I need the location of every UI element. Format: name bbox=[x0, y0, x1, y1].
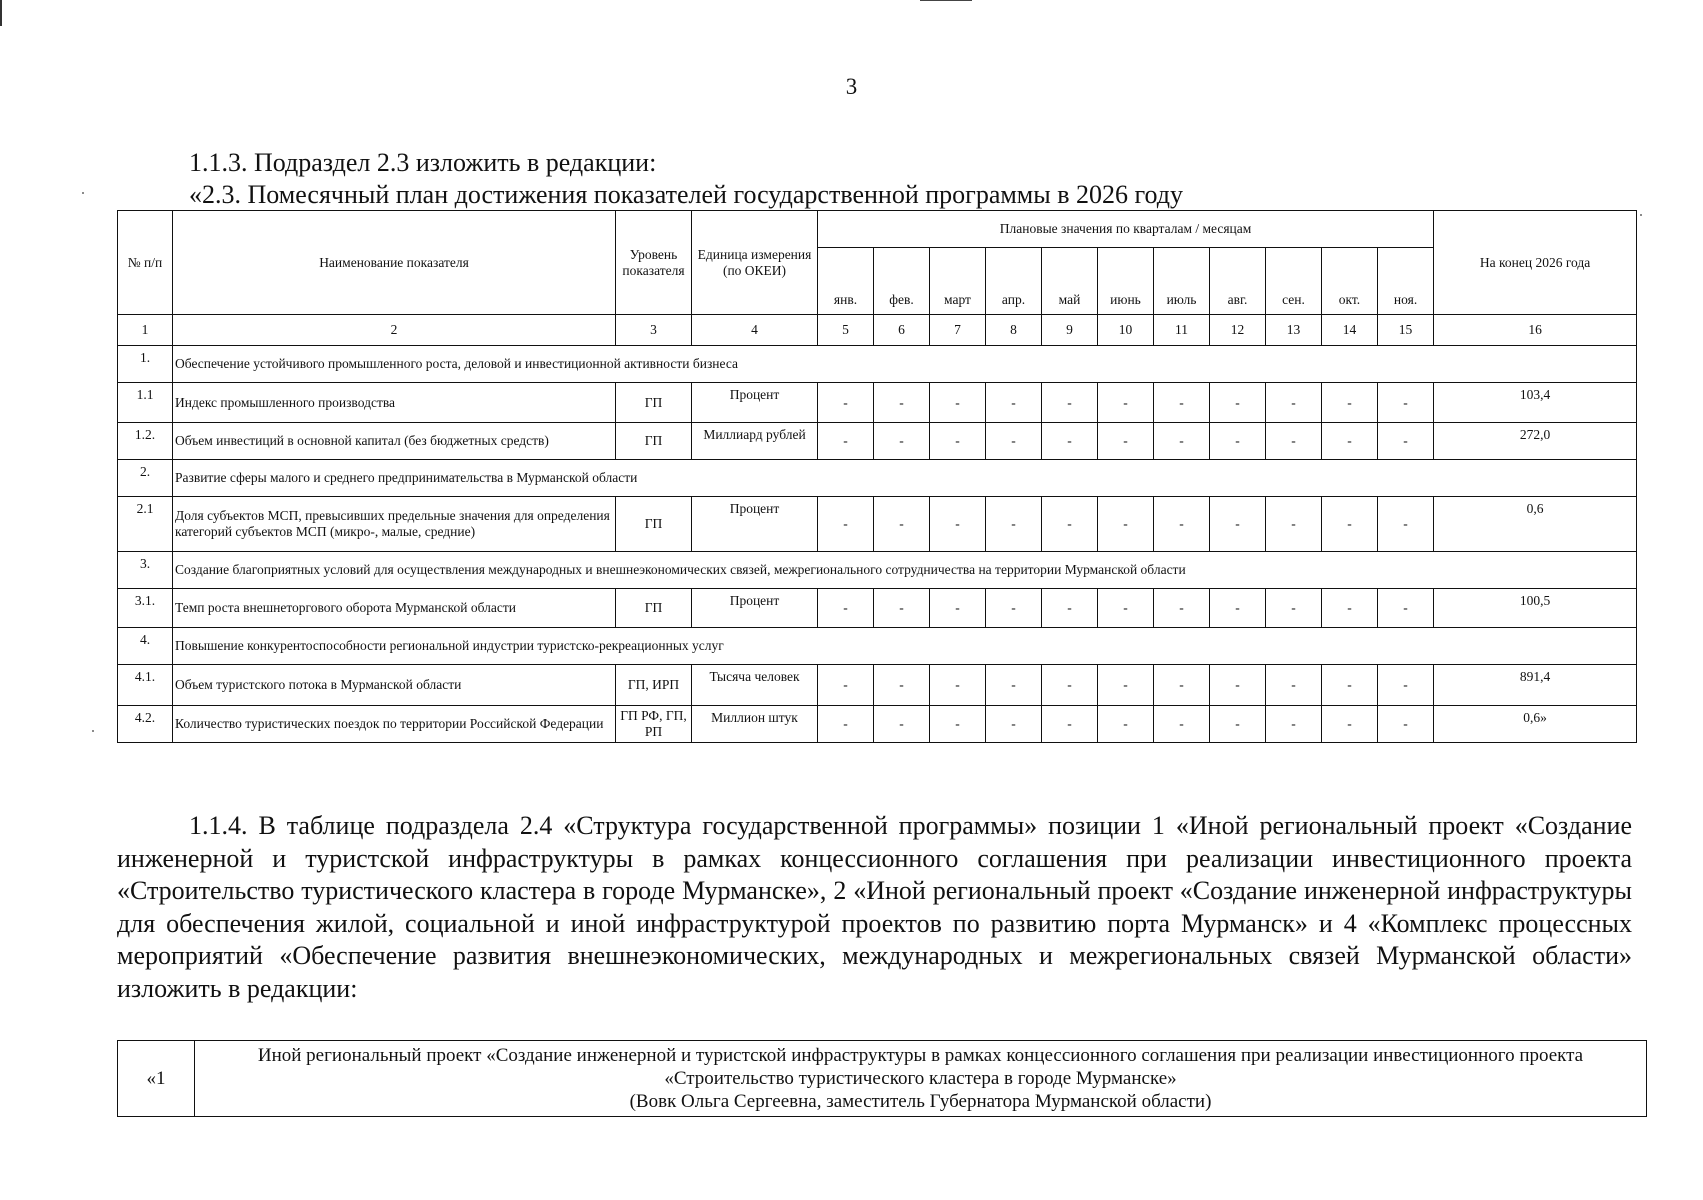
month-value: - bbox=[874, 706, 930, 743]
scan-edge-mark bbox=[0, 0, 2, 26]
month-value: - bbox=[818, 706, 874, 743]
month-value: - bbox=[986, 423, 1042, 460]
monthly-plan-table bbox=[117, 210, 1637, 743]
month-value: - bbox=[1378, 706, 1434, 743]
month-value: - bbox=[818, 423, 874, 460]
section-row bbox=[118, 460, 1637, 497]
month-value: - bbox=[1098, 423, 1154, 460]
month-value: - bbox=[1154, 383, 1210, 423]
section-title: Обеспечение устойчивого промышленного роста, деловой и инвестиционной активности бизнеса bbox=[173, 346, 1637, 383]
month-value: - bbox=[930, 497, 986, 552]
end-of-year-value: 0,6 bbox=[1434, 497, 1637, 552]
month-value: - bbox=[1154, 706, 1210, 743]
month-value: - bbox=[1042, 423, 1098, 460]
column-number: 10 bbox=[1098, 315, 1154, 346]
month-value: - bbox=[930, 706, 986, 743]
month-value: - bbox=[1266, 423, 1322, 460]
month-value: - bbox=[1322, 665, 1378, 706]
section-row bbox=[118, 628, 1637, 665]
header-month: сен. bbox=[1266, 248, 1322, 315]
subsection-heading: 1.1.3. Подраздел 2.3 изложить в редакции: bbox=[189, 148, 657, 177]
month-value: - bbox=[1210, 665, 1266, 706]
indicator-unit: Миллион штук bbox=[692, 706, 818, 743]
month-value: - bbox=[818, 383, 874, 423]
column-number: 2 bbox=[173, 315, 616, 346]
indicator-level: ГП bbox=[616, 589, 692, 628]
section-number: 3. bbox=[118, 552, 173, 589]
month-value: - bbox=[1042, 665, 1098, 706]
scan-speck bbox=[82, 192, 84, 194]
month-value: - bbox=[1266, 497, 1322, 552]
scan-speck bbox=[92, 730, 94, 732]
column-number: 3 bbox=[616, 315, 692, 346]
header-month: июль bbox=[1154, 248, 1210, 315]
header-month: март bbox=[930, 248, 986, 315]
month-value: - bbox=[1042, 497, 1098, 552]
section-number: 2. bbox=[118, 460, 173, 497]
month-value: - bbox=[818, 589, 874, 628]
indicator-number: 1.1 bbox=[118, 383, 173, 423]
indicator-row bbox=[118, 706, 1637, 743]
column-number: 8 bbox=[986, 315, 1042, 346]
month-value: - bbox=[1042, 589, 1098, 628]
header-month: июнь bbox=[1098, 248, 1154, 315]
month-value: - bbox=[986, 497, 1042, 552]
column-number: 4 bbox=[692, 315, 818, 346]
month-value: - bbox=[986, 589, 1042, 628]
header-month: фев. bbox=[874, 248, 930, 315]
structure-position-number: «1 bbox=[118, 1041, 195, 1117]
header-month: апр. bbox=[986, 248, 1042, 315]
column-number: 7 bbox=[930, 315, 986, 346]
indicator-number: 2.1 bbox=[118, 497, 173, 552]
header-plan-values: Плановые значения по кварталам / месяцам bbox=[818, 211, 1434, 248]
end-of-year-value: 100,5 bbox=[1434, 589, 1637, 628]
structure-project-line: Иной региональный проект «Создание инженерной и туристской инфраструктуры в рамках концессионного соглашения при реализации инвестиционного проекта bbox=[257, 1045, 1584, 1066]
month-value: - bbox=[818, 497, 874, 552]
indicator-name: Объем туристского потока в Мурманской области bbox=[173, 665, 616, 706]
top-edge-line bbox=[920, 0, 972, 1]
paragraph-1-1-4: 1.1.4. В таблице подраздела 2.4 «Структура государственной программы» позиции 1 «Иной региональный проект «Создание инженерной и туристской инфраструктуры в рамках концессионного соглашения при реализации инвестиционного проекта «Строительство туристического кластера в городе Мурманске», 2 «Иной региональный проект «Создание инженерной инфраструктуры для обеспечения жилой, социальной и иной инфраструктурой проектов по развитию порта Мурманск» и 4 «Комплекс процессных мероприятий «Обеспечение развития внешнеэкономических, международных и межрегиональных связей Мурманской области» изложить в редакции: bbox=[117, 811, 1632, 1003]
header-name: Наименование показателя bbox=[173, 211, 616, 315]
section-title: Создание благоприятных условий для осуществления международных и внешнеэкономических связей, межрегионального сотрудничества на территории Мурманской области bbox=[173, 552, 1637, 589]
column-number: 9 bbox=[1042, 315, 1098, 346]
indicator-number: 1.2. bbox=[118, 423, 173, 460]
column-number: 15 bbox=[1378, 315, 1434, 346]
month-value: - bbox=[1154, 589, 1210, 628]
section-row bbox=[118, 552, 1637, 589]
structure-project-cell bbox=[195, 1041, 1647, 1117]
month-value: - bbox=[930, 665, 986, 706]
month-value: - bbox=[1210, 589, 1266, 628]
indicator-row bbox=[118, 497, 1637, 552]
month-value: - bbox=[818, 665, 874, 706]
header-month: авг. bbox=[1210, 248, 1266, 315]
month-value: - bbox=[930, 423, 986, 460]
column-number: 11 bbox=[1154, 315, 1210, 346]
month-value: - bbox=[1322, 497, 1378, 552]
indicator-name: Доля субъектов МСП, превысивших предельные значения для определения категорий субъектов МСП (микро-, малые, средние) bbox=[173, 497, 616, 552]
header-month: май bbox=[1042, 248, 1098, 315]
month-value: - bbox=[1042, 706, 1098, 743]
column-number: 14 bbox=[1322, 315, 1378, 346]
column-number: 5 bbox=[818, 315, 874, 346]
month-value: - bbox=[874, 589, 930, 628]
month-value: - bbox=[1322, 423, 1378, 460]
column-number: 12 bbox=[1210, 315, 1266, 346]
indicator-row bbox=[118, 383, 1637, 423]
indicator-name: Объем инвестиций в основной капитал (без бюджетных средств) bbox=[173, 423, 616, 460]
indicator-row bbox=[118, 665, 1637, 706]
structure-table bbox=[117, 1040, 1647, 1117]
end-of-year-value: 272,0 bbox=[1434, 423, 1637, 460]
month-value: - bbox=[874, 665, 930, 706]
indicator-unit: Процент bbox=[692, 589, 818, 628]
month-value: - bbox=[1098, 706, 1154, 743]
page-number: 3 bbox=[845, 74, 858, 99]
section-title: Повышение конкурентоспособности региональной индустрии туристско-рекреационных услуг bbox=[173, 628, 1637, 665]
scan-speck bbox=[1640, 214, 1642, 216]
month-value: - bbox=[1210, 497, 1266, 552]
indicator-level: ГП bbox=[616, 383, 692, 423]
month-value: - bbox=[1378, 497, 1434, 552]
month-value: - bbox=[1378, 383, 1434, 423]
indicator-row bbox=[118, 423, 1637, 460]
month-value: - bbox=[1098, 383, 1154, 423]
month-value: - bbox=[874, 383, 930, 423]
month-value: - bbox=[1266, 589, 1322, 628]
header-end-of-year: На конец 2026 года bbox=[1434, 211, 1637, 315]
indicator-number: 4.1. bbox=[118, 665, 173, 706]
month-value: - bbox=[1154, 423, 1210, 460]
column-number: 6 bbox=[874, 315, 930, 346]
section-number: 1. bbox=[118, 346, 173, 383]
month-value: - bbox=[986, 706, 1042, 743]
month-value: - bbox=[1210, 383, 1266, 423]
month-value: - bbox=[1266, 665, 1322, 706]
indicator-name: Темп роста внешнеторгового оборота Мурманской области bbox=[173, 589, 616, 628]
month-value: - bbox=[1210, 706, 1266, 743]
indicator-name: Индекс промышленного производства bbox=[173, 383, 616, 423]
column-number: 16 bbox=[1434, 315, 1637, 346]
end-of-year-value: 891,4 bbox=[1434, 665, 1637, 706]
month-value: - bbox=[930, 383, 986, 423]
header-month: ноя. bbox=[1378, 248, 1434, 315]
month-value: - bbox=[1154, 497, 1210, 552]
indicator-number: 4.2. bbox=[118, 706, 173, 743]
indicator-unit: Процент bbox=[692, 497, 818, 552]
section-number: 4. bbox=[118, 628, 173, 665]
month-value: - bbox=[1322, 706, 1378, 743]
indicator-row bbox=[118, 589, 1637, 628]
month-value: - bbox=[1098, 589, 1154, 628]
indicator-level: ГП, ИРП bbox=[616, 665, 692, 706]
month-value: - bbox=[930, 589, 986, 628]
month-value: - bbox=[1266, 383, 1322, 423]
section-title: Развитие сферы малого и среднего предпринимательства в Мурманской области bbox=[173, 460, 1637, 497]
month-value: - bbox=[1378, 665, 1434, 706]
header-num: № п/п bbox=[118, 211, 173, 315]
structure-project-line: «Строительство туристического кластера в городе Мурманске» bbox=[664, 1068, 1177, 1089]
header-month: окт. bbox=[1322, 248, 1378, 315]
month-value: - bbox=[1042, 383, 1098, 423]
indicator-level: ГП bbox=[616, 497, 692, 552]
month-value: - bbox=[1154, 665, 1210, 706]
month-value: - bbox=[1378, 589, 1434, 628]
month-value: - bbox=[1098, 665, 1154, 706]
month-value: - bbox=[986, 665, 1042, 706]
indicator-unit: Тысяча человек bbox=[692, 665, 818, 706]
month-value: - bbox=[1098, 497, 1154, 552]
month-value: - bbox=[1266, 706, 1322, 743]
indicator-level: ГП РФ, ГП, РП bbox=[616, 706, 692, 743]
indicator-number: 3.1. bbox=[118, 589, 173, 628]
month-value: - bbox=[874, 423, 930, 460]
end-of-year-value: 103,4 bbox=[1434, 383, 1637, 423]
month-value: - bbox=[874, 497, 930, 552]
month-value: - bbox=[1322, 383, 1378, 423]
indicator-unit: Процент bbox=[692, 383, 818, 423]
table-title: «2.3. Помесячный план достижения показателей государственной программы в 2026 году bbox=[189, 180, 1184, 209]
header-month: янв. bbox=[818, 248, 874, 315]
structure-curator-line: (Вовк Ольга Сергеевна, заместитель Губернатора Мурманской области) bbox=[629, 1091, 1212, 1112]
month-value: - bbox=[1378, 423, 1434, 460]
month-value: - bbox=[1210, 423, 1266, 460]
indicator-unit: Миллиард рублей bbox=[692, 423, 818, 460]
month-value: - bbox=[986, 383, 1042, 423]
section-row bbox=[118, 346, 1637, 383]
indicator-level: ГП bbox=[616, 423, 692, 460]
end-of-year-value: 0,6» bbox=[1434, 706, 1637, 743]
month-value: - bbox=[1322, 589, 1378, 628]
column-number: 13 bbox=[1266, 315, 1322, 346]
column-number: 1 bbox=[118, 315, 173, 346]
header-unit: Единица измерения (по ОКЕИ) bbox=[692, 211, 818, 315]
indicator-name: Количество туристических поездок по территории Российской Федерации bbox=[173, 706, 616, 743]
header-level: Уровень показателя bbox=[616, 211, 692, 315]
